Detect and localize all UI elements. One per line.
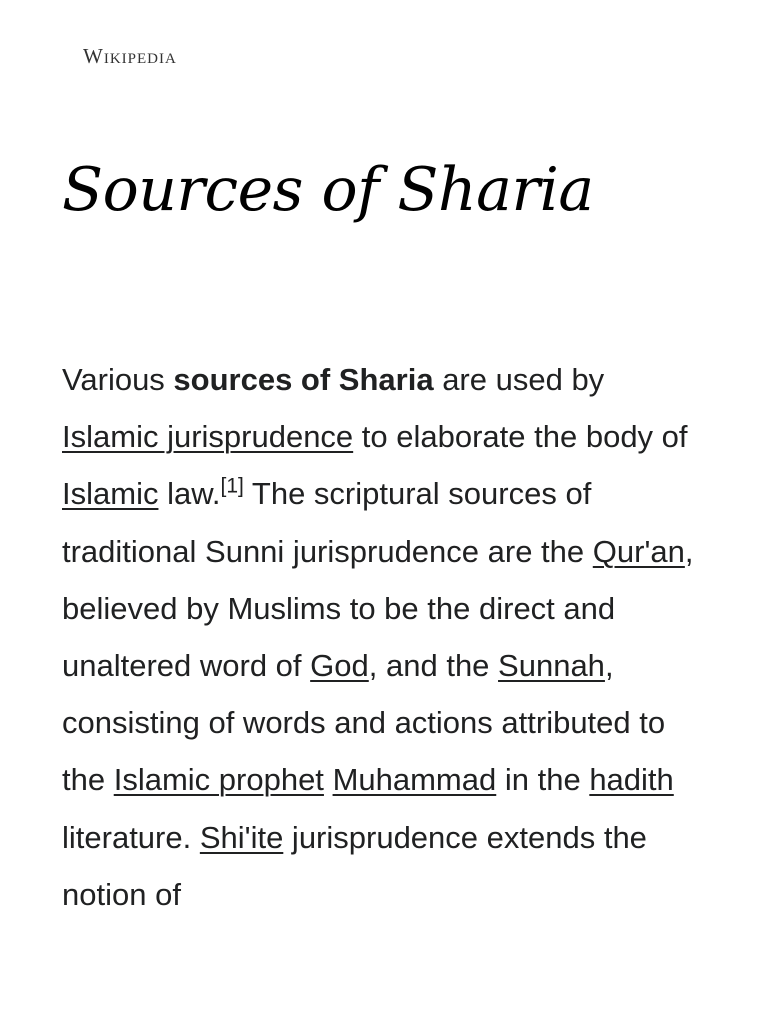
article-content (62, 351, 702, 923)
link-quran[interactable]: Qur'an (592, 533, 685, 569)
text-fragment: , believed by Muslims to be the direct and unaltered word of (62, 533, 694, 684)
text-fragment: literature. (62, 819, 200, 855)
link-hadith[interactable]: hadith (589, 762, 674, 798)
text-fragment: , consisting of words and actions attributed to the (62, 648, 666, 798)
bold-term: sources of Sharia (173, 362, 434, 397)
text-fragment: jurisprudence extends the notion of (62, 819, 647, 912)
reference-superscript (220, 475, 243, 498)
text-fragment: law. (158, 476, 221, 512)
text-fragment: The scriptural sources of traditional Sunni jurisprudence are the (62, 476, 593, 569)
text-fragment (324, 762, 333, 797)
text-fragment: , and the (368, 648, 499, 684)
header (83, 40, 177, 72)
link-islamic-jurisprudence[interactable]: Islamic jurisprudence (62, 419, 354, 455)
text-fragment: Various (62, 362, 174, 397)
page-title: Sources of Sharia (62, 155, 594, 225)
link-shiite[interactable]: Shi'ite (199, 819, 284, 855)
wikipedia-wordmark[interactable]: Wikipedia (83, 44, 177, 68)
text-fragment: are used by (433, 362, 605, 397)
text-fragment: in the (496, 762, 590, 798)
link-muhammad[interactable]: Muhammad (332, 762, 497, 798)
link-islamic-prophet[interactable]: Islamic prophet (113, 762, 324, 798)
reference-link-1[interactable]: [1] (220, 475, 244, 499)
link-islamic[interactable]: Islamic (62, 476, 159, 512)
link-sunnah[interactable]: Sunnah (498, 648, 605, 684)
link-god[interactable]: God (310, 648, 369, 684)
intro-paragraph (62, 351, 702, 923)
text-fragment: to elaborate the body of (353, 419, 688, 455)
